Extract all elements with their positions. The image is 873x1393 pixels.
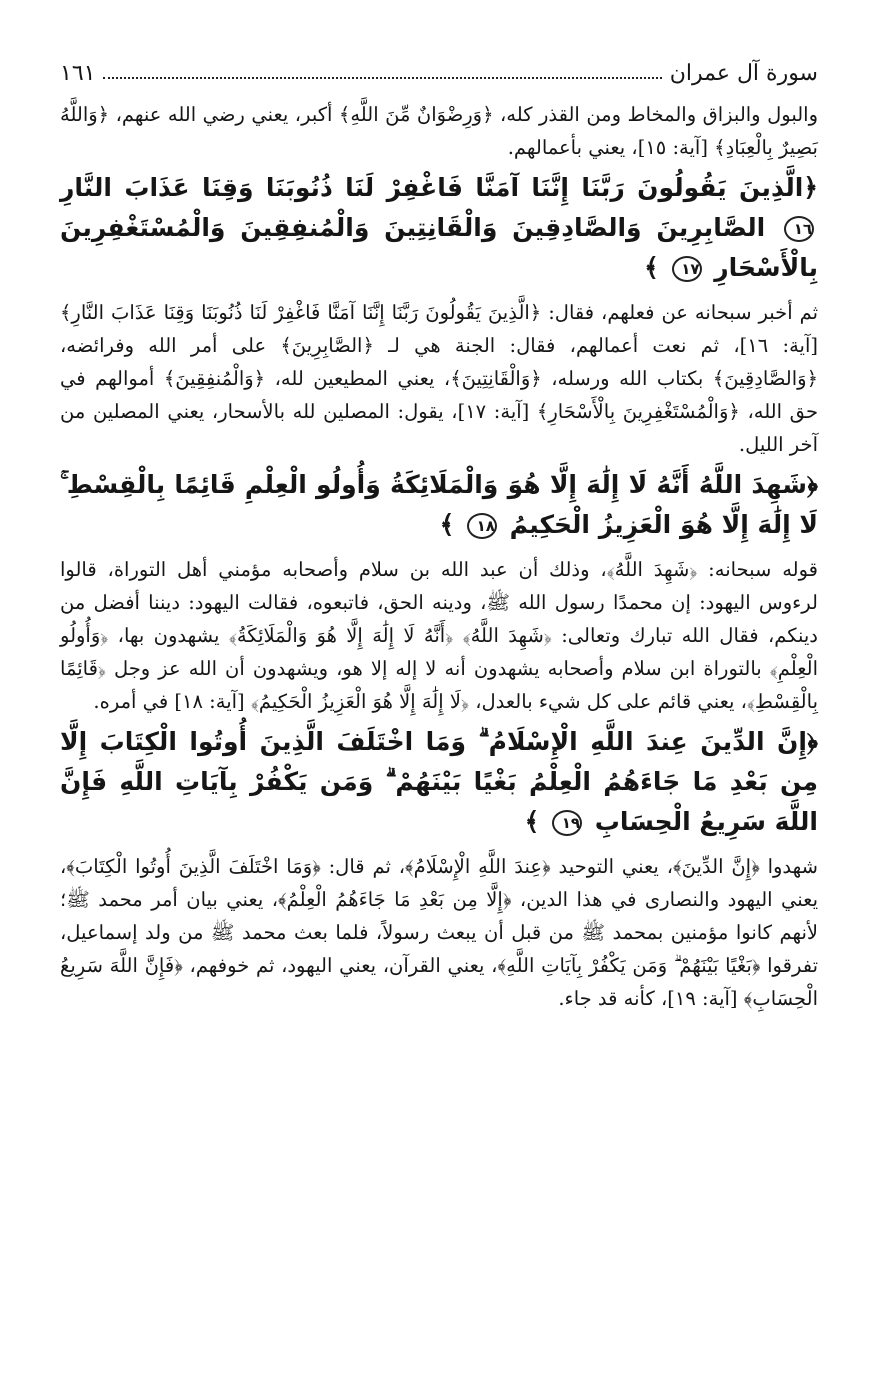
commentary-paragraph bbox=[60, 850, 818, 1015]
verse-text: ﴿الَّذِينَ يَقُولُونَ رَبَّنَا إِنَّنَا آمَنَّا فَاغْفِرْ لَنَا ذُنُوبَنَا وَقِنَا عَذَابَ النَّارِ bbox=[60, 173, 818, 202]
verse-number-marker: ١٨ bbox=[467, 513, 497, 539]
verse-close-bracket: ﴾ bbox=[524, 807, 540, 836]
verse-number-marker: ١٧ bbox=[672, 256, 702, 282]
quran-verse bbox=[60, 168, 818, 288]
page bbox=[60, 52, 818, 1017]
commentary-paragraph bbox=[60, 553, 818, 718]
paragraph-text: ثم أخبر سبحانه عن فعلهم، فقال: ﴿الَّذِينَ يَقُولُونَ رَبَّنَا إِنَّنَا آمَنَّا فَاغْفِرْ لَنَا ذُنُوبَنَا وَقِنَا عَذَابَ النَّارِ﴾ [آية: ١٦]، ثم نعت أعمالهم، فقال: الجنة هي لـ ﴿الصَّابِرِينَ﴾ على أمر الله وفرائضه، ﴿وَالصَّادِقِينَ﴾ بكتاب الله ورسله، ﴿وَالْقَانِتِينَ﴾، يعني المطيعين لله، ﴿وَالْمُنفِقِينَ﴾ أموالهم في حق الله، ﴿وَالْمُسْتَغْفِرِينَ بِالْأَسْحَارِ﴾ [آية: ١٧]، يقول: المصلين لله بالأسحار، يعني المصلين من آخر الليل. bbox=[60, 301, 818, 456]
commentary-paragraph bbox=[60, 296, 818, 461]
commentary-paragraph bbox=[60, 98, 818, 164]
verse-close-bracket: ﴾ bbox=[439, 510, 455, 539]
quran-verse bbox=[60, 465, 818, 545]
paragraph-text: شهدوا ﴿إِنَّ الدِّينَ﴾، يعني التوحيد ﴿عِندَ اللَّهِ الْإِسْلَامُ﴾، ثم قال: ﴿وَمَا اخْتَلَفَ الَّذِينَ أُوتُوا الْكِتَابَ﴾، يعني اليهود والنصارى في هذا الدين، ﴿إِلَّا مِن بَعْدِ مَا جَاءَهُمُ الْعِلْمُ﴾، يعني بيان أمر محمد ﷺ؛ لأنهم كانوا مؤمنين بمحمد ﷺ من قبل أن يبعث رسولاً، فلما بعث محمد ﷺ من ولد إسماعيل، تفرقوا ﴿بَغْيًا بَيْنَهُمْ ۗ وَمَن يَكْفُرْ بِآيَاتِ اللَّهِ﴾، يعني القرآن، يعني اليهود، ثم خوفهم، ﴿فَإِنَّ اللَّهَ سَرِيعُ الْحِسَابِ﴾ [آية: ١٩]، كأنه قد جاء. bbox=[60, 855, 818, 1010]
dotted-leader bbox=[103, 77, 661, 79]
surah-title: سورة آل عمران bbox=[669, 61, 818, 86]
page-number: ١٦١ bbox=[60, 61, 96, 86]
page-body bbox=[60, 98, 818, 1015]
verse-text: ﴿شَهِدَ اللَّهُ أَنَّهُ لَا إِلَٰهَ إِلَّا هُوَ وَالْمَلَائِكَةُ وَأُولُو الْعِلْمِ قَائِمًا بِالْقِسْطِ ۚ لَا إِلَٰهَ إِلَّا هُوَ الْعَزِيزُ الْحَكِيمُ bbox=[60, 470, 818, 539]
verse-number-marker: ١٩ bbox=[552, 810, 582, 836]
quran-verse bbox=[60, 722, 818, 842]
page-header bbox=[60, 52, 818, 86]
verse-text: ﴿إِنَّ الدِّينَ عِندَ اللَّهِ الْإِسْلَامُ ۗ وَمَا اخْتَلَفَ الَّذِينَ أُوتُوا الْكِتَابَ إِلَّا مِن بَعْدِ مَا جَاءَهُمُ الْعِلْمُ بَغْيًا بَيْنَهُمْ ۗ وَمَن يَكْفُرْ بِآيَاتِ اللَّهِ فَإِنَّ اللَّهَ سَرِيعُ الْحِسَابِ bbox=[60, 727, 818, 836]
verse-text: الصَّابِرِينَ وَالصَّادِقِينَ وَالْقَانِتِينَ وَالْمُنفِقِينَ وَالْمُسْتَغْفِرِينَ بِالْأَسْحَارِ bbox=[60, 213, 818, 282]
verse-close-bracket: ﴾ bbox=[644, 253, 659, 282]
verse-number-marker: ١٦ bbox=[784, 216, 814, 242]
paragraph-text: قوله سبحانه: ﴿شَهِدَ اللَّهُ﴾، وذلك أن عبد الله بن سلام وأصحابه مؤمني أهل التوراة، قالوا لرءوس اليهود: إن محمدًا رسول الله ﷺ، ودينه الحق، فاتبعوه، فقالت اليهود: ديننا أفضل من دينكم، فقال الله تبارك وتعالى: ﴿شَهِدَ اللَّهُ﴾ ﴿أَنَّهُ لَا إِلَٰهَ إِلَّا هُوَ وَالْمَلَائِكَةُ﴾ يشهدون بها، ﴿وَأُولُو الْعِلْمِ﴾ بالتوراة ابن سلام وأصحابه يشهدون أنه لا إله إلا هو، ويشهدون أن الله عز وجل ﴿قَائِمًا بِالْقِسْطِ﴾، يعني قائم على كل شيء بالعدل، ﴿لَا إِلَٰهَ إِلَّا هُوَ الْعَزِيزُ الْحَكِيمُ﴾ [آية: ١٨] في أمره. bbox=[60, 558, 818, 713]
paragraph-text: والبول والبزاق والمخاط ومن القذر كله، ﴿وَرِضْوَانٌ مِّنَ اللَّهِ﴾ أكبر، يعني رضي الله عنهم، ﴿وَاللَّهُ بَصِيرٌ بِالْعِبَادِ﴾ [آية: ١٥]، يعني بأعمالهم. bbox=[60, 103, 818, 159]
